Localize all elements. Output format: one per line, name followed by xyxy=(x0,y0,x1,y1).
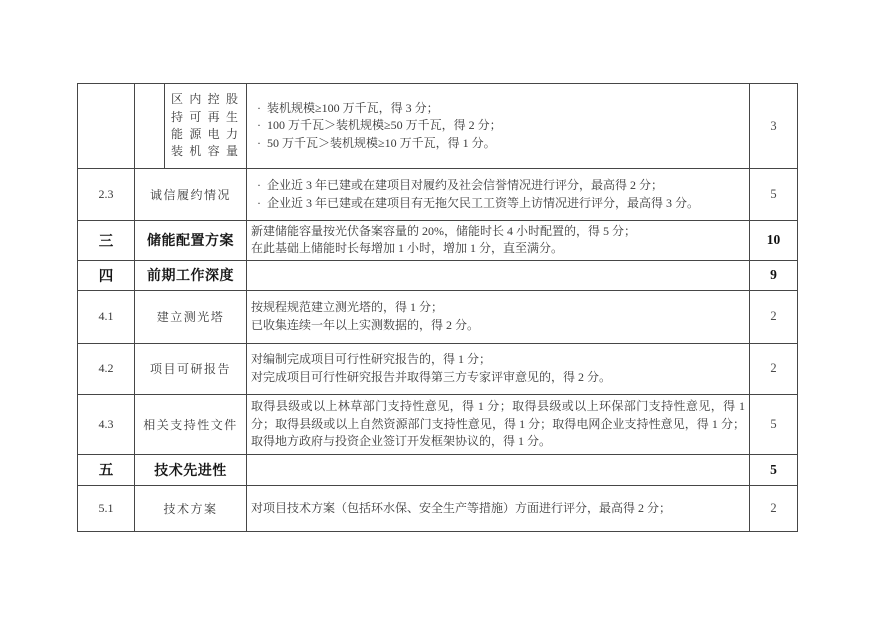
criteria-line xyxy=(251,117,745,134)
criteria-line xyxy=(251,177,745,194)
score-cell: 3 xyxy=(750,84,798,169)
evaluation-table xyxy=(77,83,798,532)
criteria-text: 装机规模≥100 万千瓦，得 3 分； xyxy=(267,100,439,115)
score-cell: 2 xyxy=(750,290,798,343)
table-row xyxy=(78,260,798,290)
criteria-line: 新建储能容量按光伏备案容量的 20%，储能时长 4 小时配置的，得 5 分； xyxy=(251,224,636,238)
row-number-cell: 2.3 xyxy=(78,169,135,221)
row-number-cell: 三 xyxy=(78,221,135,261)
criteria-line: 对项目技术方案（包括环水保、安全生产等措施）方面进行评分，最高得 2 分； xyxy=(251,500,672,515)
row-number-cell: 四 xyxy=(78,260,135,290)
score-cell: 2 xyxy=(750,343,798,394)
table-row xyxy=(78,454,798,485)
table-row xyxy=(78,394,798,454)
score-cell: 5 xyxy=(750,454,798,485)
item-name-cell: 诚信履约情况 xyxy=(135,169,247,221)
criteria-cell xyxy=(247,84,750,169)
score-cell: 2 xyxy=(750,485,798,531)
criteria-line: 已收集连续一年以上实测数据的，得 2 分。 xyxy=(251,317,480,332)
criteria-cell xyxy=(247,485,750,531)
table-row xyxy=(78,221,798,261)
row-number-cell: 5.1 xyxy=(78,485,135,531)
evaluation-table-container xyxy=(77,83,797,532)
criteria-cell xyxy=(247,290,750,343)
row-number-cell: 4.1 xyxy=(78,290,135,343)
evaluation-table-body xyxy=(78,84,798,532)
criteria-line: 对完成项目可行性研究报告并取得第三方专家评审意见的，得 2 分。 xyxy=(251,369,612,384)
criteria-line xyxy=(251,195,745,212)
item-name-cell: 项目可研报告 xyxy=(135,343,247,394)
criteria-text: 企业近 3 年已建或在建项目有无拖欠民工工资等上访情况进行评分，最高得 3 分。 xyxy=(267,195,700,210)
bullet-icon: · xyxy=(257,100,261,115)
bullet-icon: · xyxy=(257,178,261,193)
criteria-line: 取得县级或以上林草部门支持性意见，得 1 分；取得县级或以上环保部门支持性意见，得 1 分；取得县级或以上自然资源部门支持性意见，得 1 分；取得电网企业支持性意见，得 1 分；取得地方政府与投资企业签订开发框架协议的，得 1 分。 xyxy=(251,399,745,448)
table-row xyxy=(78,84,798,169)
item-name-cell: 区内控股持可再生能源电力装机容量 xyxy=(165,84,247,169)
item-name-cell: 技术先进性 xyxy=(135,454,247,485)
bullet-icon: · xyxy=(257,135,261,150)
criteria-text: 100 万千瓦＞装机规模≥50 万千瓦，得 2 分； xyxy=(267,118,502,133)
table-row xyxy=(78,290,798,343)
row-number-cell: 4.2 xyxy=(78,343,135,394)
row-number-cell xyxy=(78,84,135,169)
table-row xyxy=(78,343,798,394)
item-name-cell: 技术方案 xyxy=(135,485,247,531)
criteria-cell xyxy=(247,169,750,221)
criteria-cell xyxy=(247,260,750,290)
criteria-cell xyxy=(247,454,750,485)
item-name-cell: 建立测光塔 xyxy=(135,290,247,343)
criteria-line xyxy=(251,100,745,117)
criteria-cell xyxy=(247,394,750,454)
score-cell: 9 xyxy=(750,260,798,290)
criteria-cell xyxy=(247,221,750,261)
item-name-cell: 相关支持性文件 xyxy=(135,394,247,454)
row-number-cell: 4.3 xyxy=(78,394,135,454)
criteria-text: 企业近 3 年已建或在建项目对履约及社会信誉情况进行评分，最高得 2 分； xyxy=(267,178,664,193)
criteria-line: 在此基础上储能时长每增加 1 小时，增加 1 分，直至满分。 xyxy=(251,241,564,256)
criteria-text: 50 万千瓦＞装机规模≥10 万千瓦，得 1 分。 xyxy=(267,135,496,150)
table-row xyxy=(78,169,798,221)
score-cell: 10 xyxy=(750,221,798,261)
row-number-cell: 五 xyxy=(78,454,135,485)
item-name-cell: 储能配置方案 xyxy=(135,221,247,261)
criteria-cell xyxy=(247,343,750,394)
row-subnumber-cell xyxy=(135,84,165,169)
bullet-icon: · xyxy=(257,195,261,210)
score-cell: 5 xyxy=(750,394,798,454)
criteria-line: 按规程规范建立测光塔的，得 1 分； xyxy=(251,300,444,315)
criteria-line xyxy=(251,135,745,152)
table-row xyxy=(78,485,798,531)
score-cell: 5 xyxy=(750,169,798,221)
criteria-line: 对编制完成项目可行性研究报告的，得 1 分； xyxy=(251,352,492,367)
bullet-icon: · xyxy=(257,118,261,133)
item-name-cell: 前期工作深度 xyxy=(135,260,247,290)
